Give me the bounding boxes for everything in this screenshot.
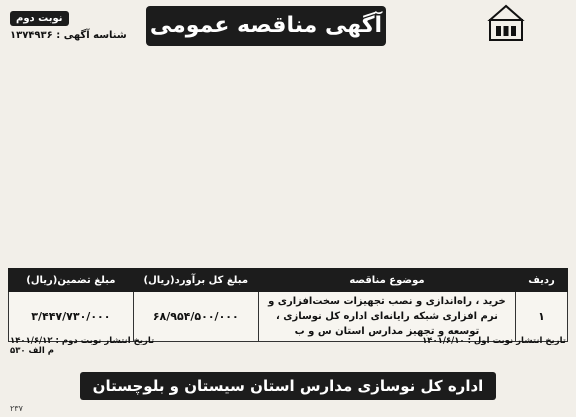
col-header-subject: موضوع مناقصه — [258, 269, 515, 292]
notice-meta — [10, 6, 130, 41]
emblem-icon — [486, 4, 526, 42]
footer-banner: اداره کل نوسازی مدارس استان سیستان و بلوچستان — [80, 372, 496, 400]
tender-table — [8, 268, 568, 342]
notice-title: آگهی مناقصه عمومی — [146, 6, 386, 46]
page-number: ۲۳۷ — [10, 404, 23, 413]
col-header-deposit: مبلغ تضمین(ریال) — [9, 269, 134, 292]
notice-round-badge: نوبت دوم — [10, 11, 69, 26]
table-row — [9, 292, 568, 342]
table-header-row — [9, 269, 568, 292]
total-estimate: ۶۸/۹۵۴/۵۰۰/۰۰۰ — [133, 292, 258, 342]
second-publication-date: تاریخ انتشار نوبت دوم : ۱۴۰۱/۶/۱۲ — [10, 336, 155, 346]
notice-body-text — [8, 70, 568, 266]
col-header-cost: مبلغ کل برآورد(ریال) — [133, 269, 258, 292]
first-publication-date: تاریخ انتشار نوبت اول : ۱۴۰۱/۶/۱۰ — [422, 336, 566, 346]
organization-logo — [446, 4, 566, 64]
row-number: ۱ — [516, 292, 568, 342]
col-header-row: ردیف — [516, 269, 568, 292]
guarantee-amount: ۳/۴۴۷/۷۳۰/۰۰۰ — [9, 292, 134, 342]
tender-subject: خرید ، راه‌اندازی و نصب تجهیزات سخت‌افزاری و نرم افزاری شبکه رایانه‌ای اداره کل نوسازی ، توسعه و تجهیز مدارس استان س و ب — [258, 292, 515, 342]
notice-id: شناسه آگهی : ۱۳۷۴۹۳۶ — [10, 30, 127, 41]
notice-header — [6, 4, 570, 64]
publication-code: م الف ۵۳۰ — [10, 346, 54, 356]
second-publication-info — [10, 336, 154, 356]
